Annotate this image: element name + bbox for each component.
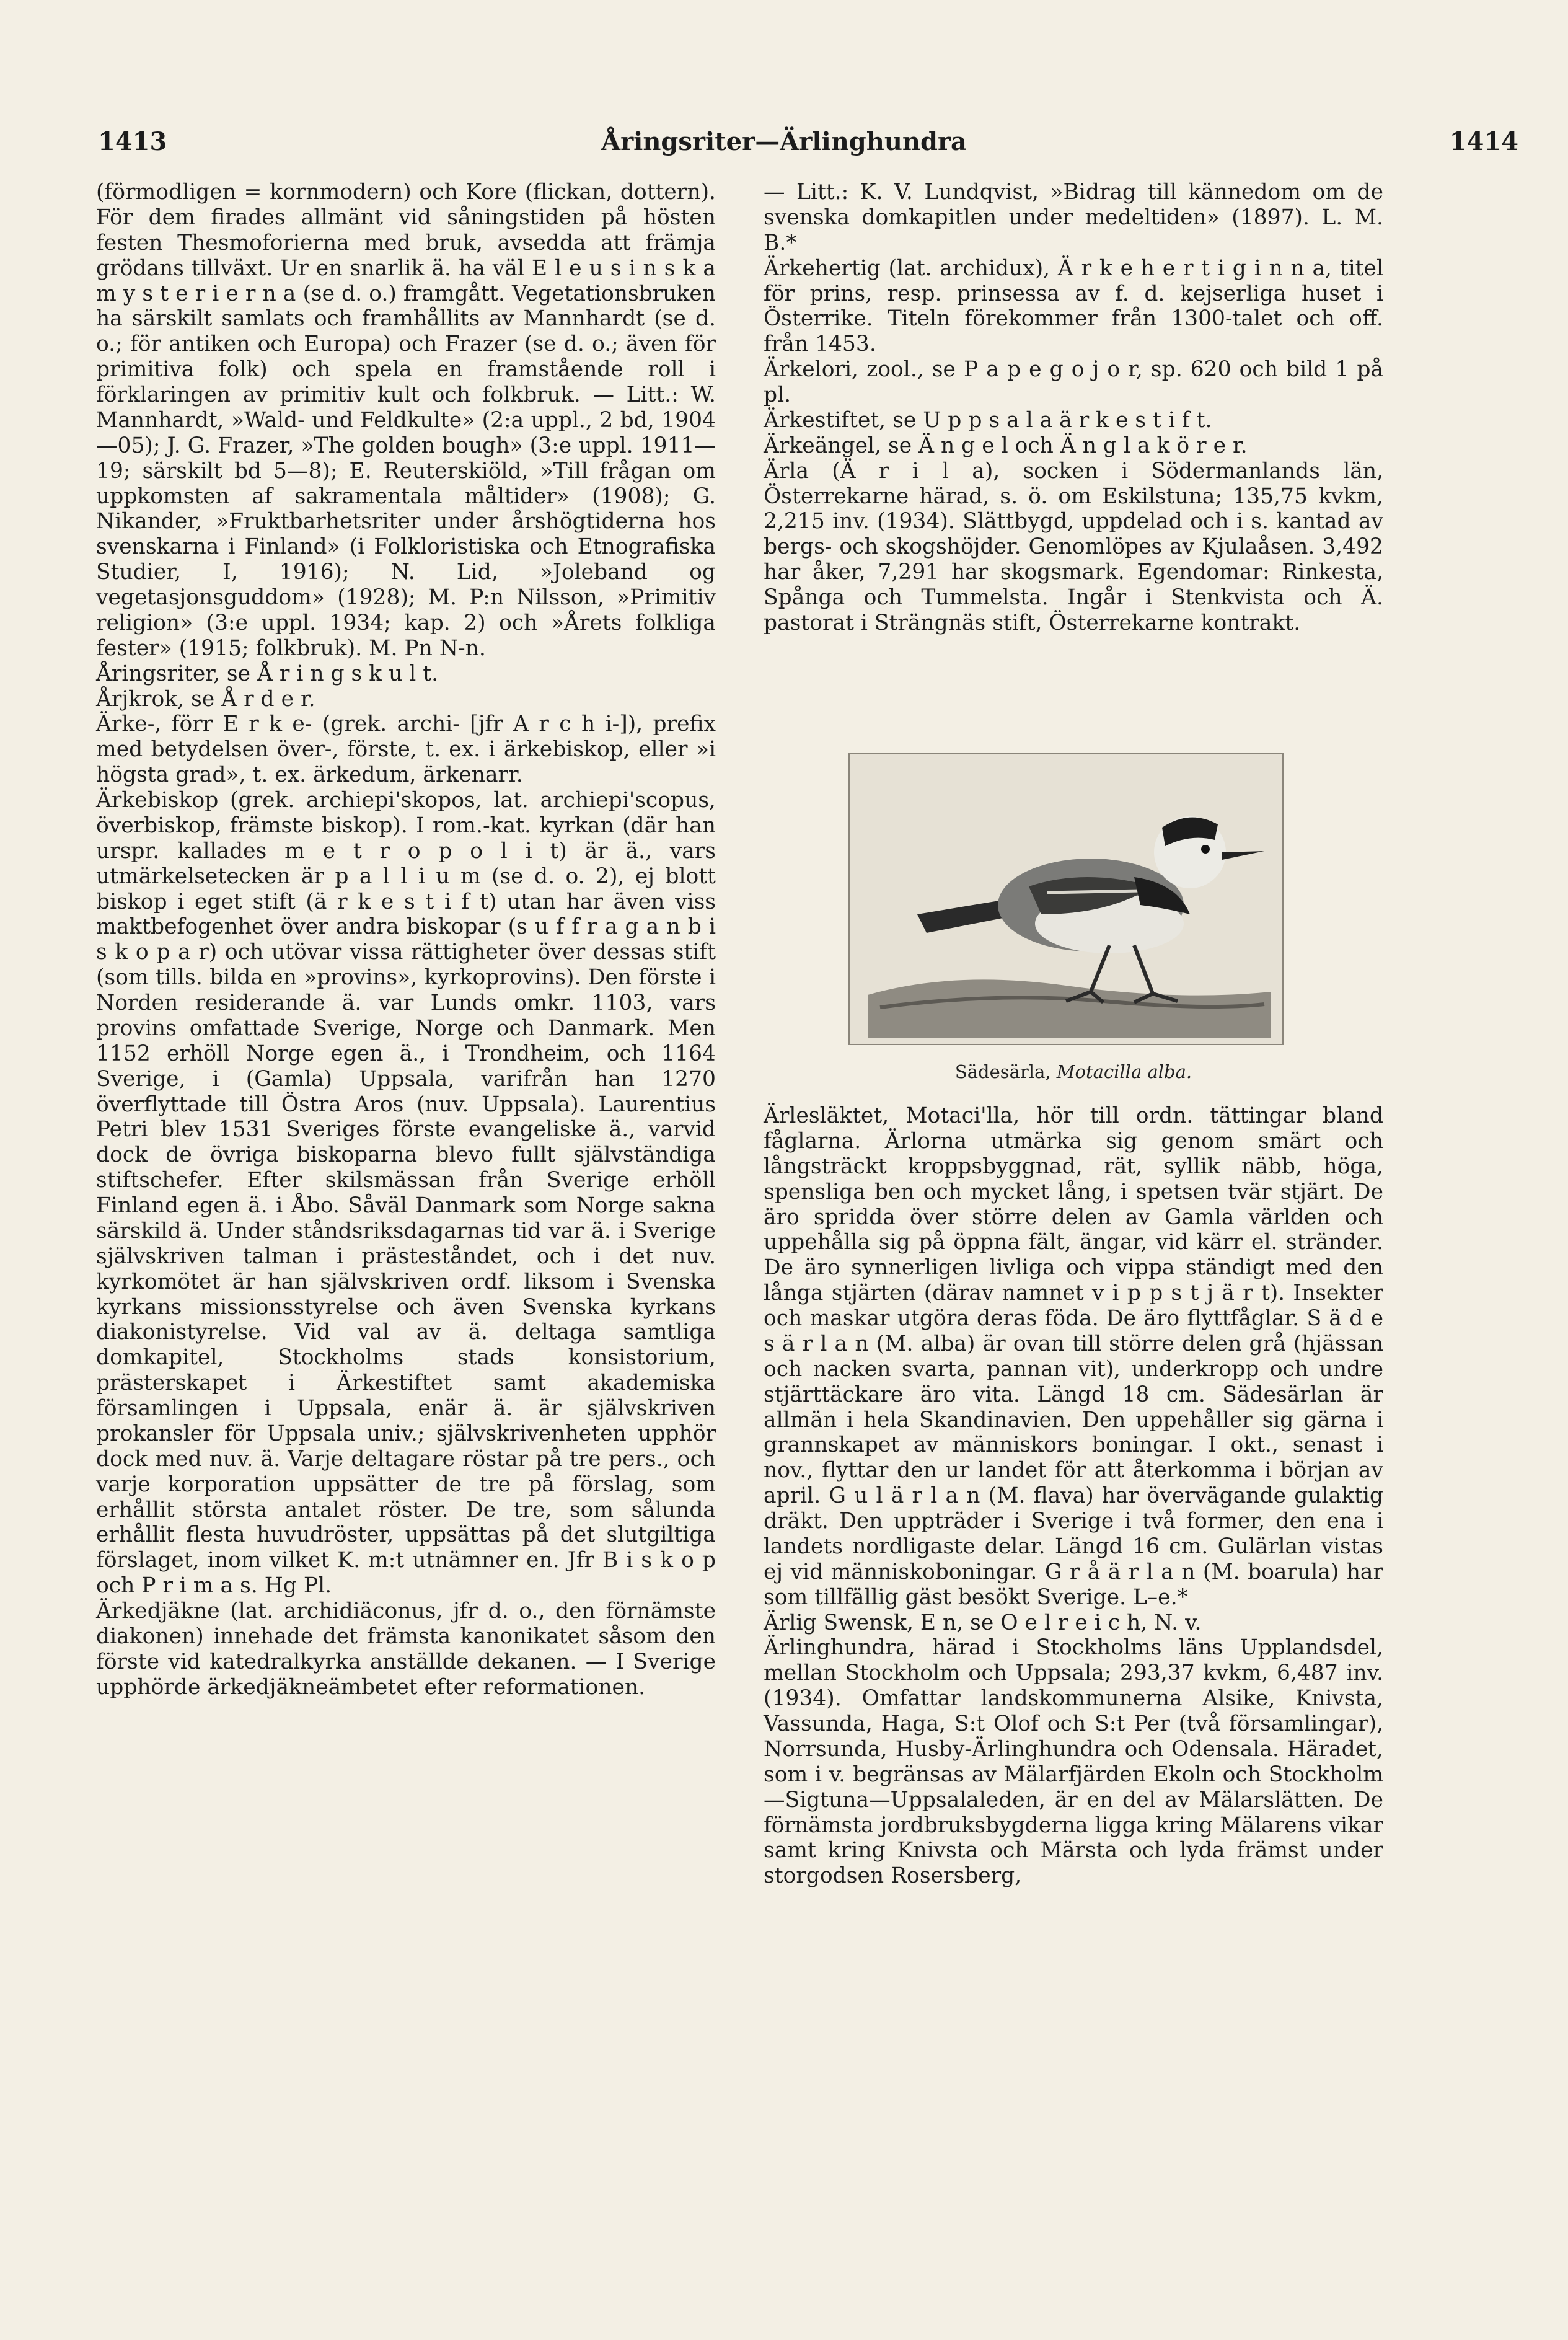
entry-arkestiftet: Ärkestiftet, se U p p s a l a ä r k e s t i f t. [764,407,1212,433]
page-number-right: 1414 [1449,127,1518,156]
entry-arkehertig: Ärkehertig (lat. archidux), Ä r k e h e r t i g i n n a, titel för prins, resp. prinsessa av f. d. kejserliga huset i Österrike. Titeln förekommer från 1300-talet och off. från 1453. [764,255,1383,357]
caption-name: Sädesärla, [954,1061,1051,1082]
figure-caption [764,1061,1383,1082]
entry-arkeangel: Ärkeängel, se Ä n g e l och Ä n g l a k ö r e r. [764,433,1248,458]
entry-arkebiskop: Ärkebiskop (grek. archiepi'skopos, lat. archiepi'scopus, överbiskop, främste biskop). I rom.-kat. kyrkan (där han urspr. kallades m e t r o p o l i t) är ä., vars utmärkelsetecken är p a l l i u m (se d. o. 2), ej blott biskop i eget stift (ä r k e s t i f t) utan har även viss maktbefogenhet över andra biskopar (s u f f r a g a n b i s k o p a r) och utövar vissa rättigheter över dessas stift (som tills. bilda en »provins», kyrkoprovins). Den förste i Norden residerande ä. var Lunds omkr. 1103, vars provins omfattade Sverige, Norge och Danmark. Men 1152 erhöll Norge egen ä., i Trondheim, och 1164 Sverige, i (Gamla) Uppsala, varifrån han 1270 överflyttade till Östra Aros (nuv. Uppsala). Laurentius Petri blev 1531 Sveriges förste evangeliske ä., varvid dock de övriga biskoparna blevo fullt självständiga stiftschefer. Efter skilsmässan från Sverige erhöll Finland egen ä. i Åbo. Såväl Danmark som Norge sakna särskild ä. Under ståndsriksdagarnas tid var ä. i Sverige självskriven talman i prästeståndet, och i det nuv. kyrkomötet är han självskriven ordf. liksom i Svenska kyrkans missionsstyrelse och även Svenska kyrkans diakonistyrelse. Vid val av ä. deltaga samtliga domkapitel, Stockholms stads konsistorium, prästerskapet i Ärkestiftet samt akademiska församlingen i Uppsala, enär ä. är självskriven prokansler för Uppsala univ.; självskrivenheten upphör dock med nuv. ä. Varje deltagare röstar på tre pers., och varje korporation uppsätter de tre på förslag, som erhållit största antalet röster. De tre, som sålunda erhållit flesta huvudröster, uppsättas på det slutgiltiga förslaget, inom vilket K. m:t utnämner en. Jfr B i s k o p och P r i m a s. Hg Pl. [96,788,716,1599]
wagtail-illustration [843,747,1289,1051]
right-column-top [764,180,1383,636]
entry-arkelori: Ärkelori, zool., se P a p e g o j o r, sp. 620 och bild 1 på pl. [764,357,1383,407]
entry-paragraph: (förmodligen = kornmodern) och Kore (flickan, dottern). För dem firades allmänt vid såningstiden på hösten festen Thesmoforierna med bruk, avsedda att främja grödans tillväxt. Ur en snarlik ä. ha väl E l e u s i n s k a m y s t e r i e r n a (se d. o.) framgått. Vegetationsbruken ha särskilt samlats och framhållits av Mannhardt (se d. o.; för antiken och Europa) och Frazer (se d. o.; även för primitiva folk) och spela en framstående roll i förklaringen av primitiv kult och folkbruk. — Litt.: W. Mannhardt, »Wald- und Feldkulte» (2:a uppl., 2 bd, 1904—05); J. G. Frazer, »The golden bough» (3:e uppl. 1911—19; särskilt bd 5—8); E. Reuterskiöld, »Till frågan om uppkomsten af sakramentala måltider» (1908); G. Nikander, »Fruktbarhetsriter under årshögtiderna hos svenskarna i Finland» (i Folkloristiska och Etnografiska Studier, I, 1916); N. Lid, »Joleband og vegetasjonsguddom» (1928); M. P:n Nilsson, »Primitiv religion» (3:e uppl. 1934; kap. 2) och »Årets folkliga fester» (1915; folkbruk). M. Pn N-n. [96,180,716,661]
entry-arleslaktet: Ärlesläktet, Motaci'lla, hör till ordn. tättingar bland fåglarna. Ärlorna utmärka sig genom smärt och långsträckt kroppsbyggnad, rät, syllik näbb, höga, spensliga ben och mycket lång, i spetsen tvär stjärt. De äro spridda över större delen av Gamla världen och uppehålla sig på öppna fält, ängar, vid kärr el. stränder. De äro synnerligen livliga och vippa ständigt med den långa stjärten (därav namnet v i p p s t j ä r t). Insekter och maskar utgöra deras föda. De äro flyttfåglar. S ä d e s ä r l a n (M. alba) är ovan till större delen grå (hjässan och nacken svarta, pannan vit), underkropp och undre stjärttäckare äro vita. Längd 18 cm. Sädesärlan är allmän i hela Skandinavien. Den uppehåller sig gärna i grannskapet av människors boningar. I okt., senast i nov., flyttar den ur landet för att återkomma i början av april. G u l ä r l a n (M. flava) har övervägande gulaktig dräkt. Den uppträder i Sverige i två former, den ena i landets nordligaste delar. Längd 16 cm. Gulärlan vistas ej vid människoboningar. G r å ä r l a n (M. boarula) har som tillfällig gäst besökt Sverige. L–e.* [764,1103,1383,1610]
entry-arla: Ärla (Ä r i l a), socken i Södermanlands län, Österrekarne härad, s. ö. om Eskilstuna; 135,75 kvkm, 2,215 inv. (1934). Slättbygd, uppdelad och i s. kantad av bergs- och skogshöjder. Genomlöpes av Kjulaåsen. 3,492 har åker, 7,291 har skogsmark. Egendomar: Rinkesta, Spånga och Tummelsta. Ingår i Stenkvista och Ä. pastorat i Strängnäs stift, Österrekarne kontrakt. [764,458,1383,635]
entry-paragraph: — Litt.: K. V. Lundqvist, »Bidrag till kännedom om de svenska domkapitlen under medeltiden» (1897). L. M. B.* [764,180,1383,255]
right-column-bottom [764,1103,1383,1889]
page-number-left: 1413 [98,127,167,156]
entry-arlig-swensk: Ärlig Swensk, E n, se O e l r e i c h, N. v. [764,1610,1202,1635]
caption-latin: Motacilla alba. [1056,1061,1192,1082]
left-column [96,180,716,1700]
entry-arke: Ärke-, förr E r k e- (grek. archi- [jfr A r c h i-]), prefix med betydelsen över-, förste, t. ex. i ärkebiskop, eller »i högsta grad», t. ex. ärkedum, ärkenarr. [96,712,716,788]
running-head: Åringsriter—Ärlinghundra [601,127,967,156]
entry-arkedjakne: Ärkedjäkne (lat. archidiäconus, jfr d. o., den förnämste diakonen) innehade det främsta kanonikatet såsom den förste vid katedralkyrka anställde dekanen. — I Sverige upphörde ärkedjäkneämbetet efter reformationen. [96,1599,716,1700]
entry-arjkrok: Årjkrok, se Å r d e r. [96,686,315,712]
entry-arlinghundra: Ärlinghundra, härad i Stockholms läns Upplandsdel, mellan Stockholm och Uppsala; 293,37 kvkm, 6,487 inv. (1934). Omfattar landskommunerna Alsike, Knivsta, Vassunda, Haga, S:t Olof och S:t Per (två församlingar), Norrsunda, Husby-Ärlinghundra och Odensala. Häradet, som i v. begränsas av Mälarfjärden Ekoln och Stockholm—Sigtuna—Uppsalaleden, är en del av Mälarslätten. De förnämsta jordbruksbygderna ligga kring Mälarens vikar samt kring Knivsta och Märsta och lyda främst under storgodsen Rosersberg, [764,1635,1383,1889]
entry-aringsriter: Åringsriter, se Å r i n g s k u l t. [96,661,439,686]
